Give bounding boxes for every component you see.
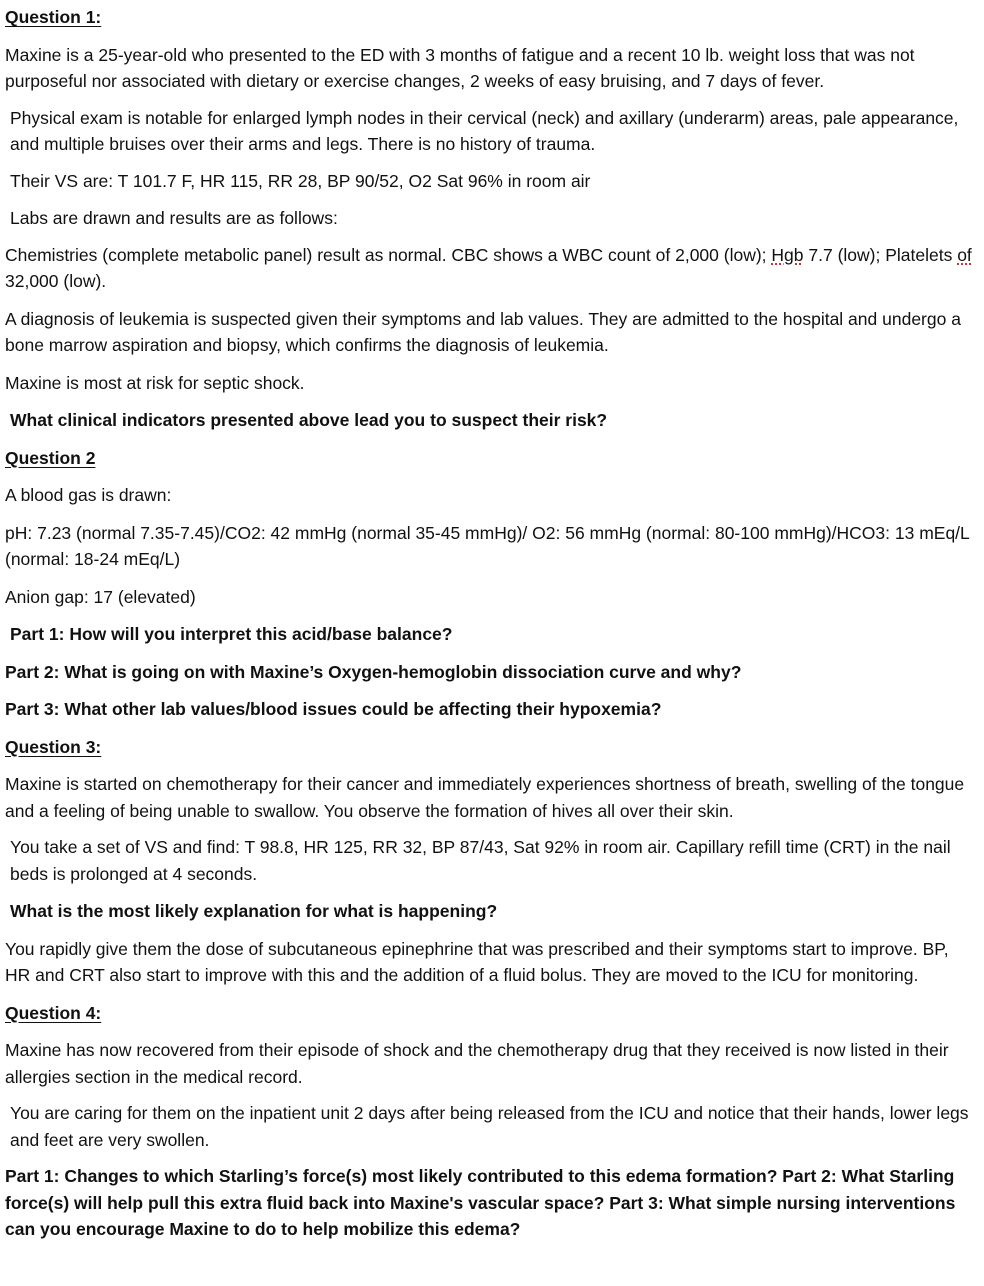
q3-paragraph-treatment: You rapidly give them the dose of subcutaneous epinephrine that was prescribed and their symptoms start to improve. BP, HR and CRT also start to improve with this and the addition of a fluid bolus. They are moved to the ICU for monitoring. (5, 938, 949, 985)
q2-blood-gas-values: pH: 7.23 (normal 7.35-7.45)/CO2: 42 mmHg (normal 35-45 mmHg)/ O2: 56 mmHg (normal: 80-100 mmHg)/HCO3: 13 mEq/L (normal: 18-24 mEq/L) (5, 522, 970, 569)
q1-paragraph-physical-exam: Physical exam is notable for enlarged lymph nodes in their cervical (neck) and axillary (underarm) areas, pale appearance, and multiple bruises over their arms and legs. There is no history of trauma. (10, 107, 959, 154)
lab-results-text-3: 32,000 (low). (5, 271, 107, 291)
q3-paragraph-reaction: Maxine is started on chemotherapy for their cancer and immediately experiences shortness of breath, swelling of the tongue and a feeling of being unable to swallow. You observe the formation of hives all over their skin. (5, 774, 965, 821)
q1-diagnosis: A diagnosis of leukemia is suspected given their symptoms and lab values. They are admitted to the hospital and undergo a bone marrow aspiration and biopsy, which confirms the diagnosis of leukemia. (5, 308, 961, 355)
q1-vital-signs: Their VS are: T 101.7 F, HR 115, RR 28, BP 90/52, O2 Sat 96% in room air (10, 170, 591, 191)
q1-risk-statement: Maxine is most at risk for septic shock. (5, 372, 305, 393)
lab-results-text-1: Chemistries (complete metabolic panel) result as normal. CBC shows a WBC count of 2,000 (low); (5, 244, 772, 265)
question-3-heading: Question 3: (5, 736, 102, 757)
q3-paragraph-vitals: You take a set of VS and find: T 98.8, HR 125, RR 32, BP 87/43, Sat 92% in room air. Capillary refill time (CRT) in the nail beds is prolonged at 4 seconds. (10, 837, 951, 884)
q2-part-1: Part 1: How will you interpret this acid/base balance? (10, 624, 453, 644)
spellcheck-word-of[interactable]: of (957, 244, 972, 265)
q4-paragraph-recovery: Maxine has now recovered from their episode of shock and the chemotherapy drug that they received is now listed in their allergies section in the medical record. (5, 1040, 949, 1087)
question-1-heading: Question 1: (5, 7, 102, 27)
q1-question: What clinical indicators presented above lead you to suspect their risk? (10, 410, 608, 430)
q4-parts: Part 1: Changes to which Starling’s force(s) most likely contributed to this edema formation? Part 2: What Starling force(s) will help pull this extra fluid back into Maxine's vascular space? Part 3: What simple nursing interventions can you encourage Maxine to do to help mobilize this edema? (5, 1166, 956, 1239)
q1-labs-intro: Labs are drawn and results are as follows: (10, 208, 338, 228)
q2-anion-gap: Anion gap: 17 (elevated) (5, 586, 196, 607)
q1-lab-results (5, 242, 974, 295)
question-4-heading: Question 4: (5, 1002, 102, 1023)
q3-question: What is the most likely explanation for what is happening? (10, 901, 498, 921)
q2-intro: A blood gas is drawn: (5, 485, 172, 505)
spellcheck-word-hgb[interactable]: Hgb (771, 244, 804, 265)
q2-part-2: Part 2: What is going on with Maxine’s Oxygen-hemoglobin dissociation curve and why? (5, 661, 742, 682)
question-2-heading: Question 2 (5, 447, 96, 468)
q1-paragraph-presentation: Maxine is a 25-year-old who presented to the ED with 3 months of fatigue and a recent 10 lb. weight loss that was not purposeful nor associated with dietary or exercise changes, 2 weeks of easy bruising, and 7 days of fever. (5, 44, 915, 91)
q4-paragraph-swelling: You are caring for them on the inpatient unit 2 days after being released from the ICU and notice that their hands, lower legs and feet are very swollen. (10, 1103, 969, 1150)
lab-results-text-2: 7.7 (low); Platelets (803, 244, 958, 265)
q2-part-3: Part 3: What other lab values/blood issues could be affecting their hypoxemia? (5, 699, 662, 719)
